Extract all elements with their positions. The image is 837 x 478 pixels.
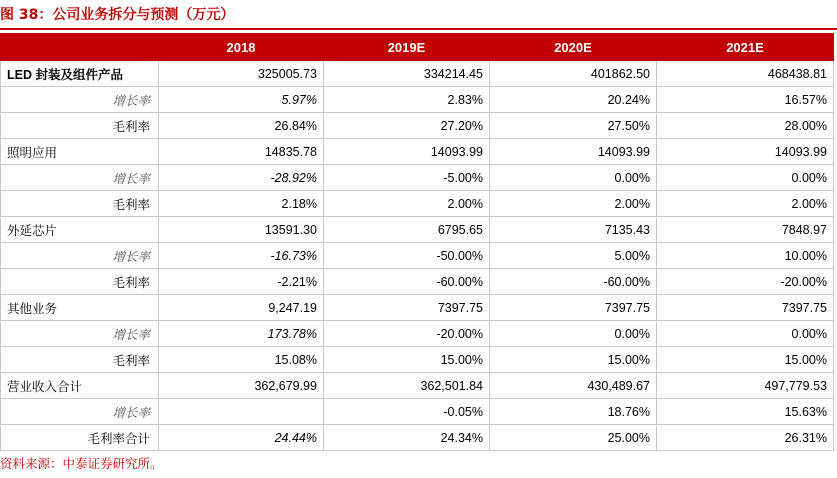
table-cell: 18.76% [490,399,657,425]
table-row-category [1,61,834,87]
header-cell-2019e: 2019E [324,34,490,61]
figure-title: 图 38：公司业务拆分与预测（万元） [0,7,235,23]
table-cell: -60.00% [324,269,490,295]
table-cell: -0.05% [324,399,490,425]
table-cell: 2.18% [159,191,324,217]
table-cell: 2.00% [490,191,657,217]
table-cell: 497,779.53 [657,373,834,399]
table-row-margin [1,425,834,451]
row-label: 增长率 [1,399,159,425]
table-cell: 0.00% [657,165,834,191]
row-label: LED 封装及组件产品 [1,61,159,87]
header-row [1,34,834,61]
table-row-growth [1,87,834,113]
row-label: 毛利率 [1,269,159,295]
table-cell: 0.00% [490,321,657,347]
table-cell: -5.00% [324,165,490,191]
table-cell: -20.00% [324,321,490,347]
table-cell: 334214.45 [324,61,490,87]
table-cell: 430,489.67 [490,373,657,399]
title-rule [0,28,837,30]
table-cell: 468438.81 [657,61,834,87]
table-cell: 24.34% [324,425,490,451]
table-cell: 14093.99 [324,139,490,165]
source-note: 资料来源：中泰证券研究所。 [0,456,163,471]
table-cell: 14093.99 [490,139,657,165]
table-cell: 7397.75 [324,295,490,321]
table-cell: -16.73% [159,243,324,269]
table-cell: 5.97% [159,87,324,113]
table-cell: 7135.43 [490,217,657,243]
table-row-margin [1,113,834,139]
table-cell: 6795.65 [324,217,490,243]
table-cell: 20.24% [490,87,657,113]
table-cell: 2.00% [657,191,834,217]
table-row-category [1,139,834,165]
table-cell: 7397.75 [490,295,657,321]
table-cell: -28.92% [159,165,324,191]
table-cell: 2.00% [324,191,490,217]
row-label: 其他业务 [1,295,159,321]
table-cell: 24.44% [159,425,324,451]
table-row-growth [1,399,834,425]
table-cell: 2.83% [324,87,490,113]
row-label: 增长率 [1,321,159,347]
table-cell: 14093.99 [657,139,834,165]
table-cell: 362,679.99 [159,373,324,399]
table-cell: 325005.73 [159,61,324,87]
table-cell: 7848.97 [657,217,834,243]
table-cell: 13591.30 [159,217,324,243]
row-label: 外延芯片 [1,217,159,243]
table-cell: 15.00% [490,347,657,373]
table-cell: 7397.75 [657,295,834,321]
table-cell: 27.50% [490,113,657,139]
table-cell: 15.00% [657,347,834,373]
table-cell: 14835.78 [159,139,324,165]
table-cell: -50.00% [324,243,490,269]
header-cell-2021e: 2021E [657,34,834,61]
table-cell: -20.00% [657,269,834,295]
table-cell: 9,247.19 [159,295,324,321]
row-label: 增长率 [1,165,159,191]
row-label: 毛利率 [1,191,159,217]
table-cell: 16.57% [657,87,834,113]
table-cell: 26.84% [159,113,324,139]
row-label: 增长率 [1,243,159,269]
table-row-category [1,217,834,243]
table-cell: 27.20% [324,113,490,139]
table-cell: 5.00% [490,243,657,269]
row-label: 增长率 [1,87,159,113]
row-label: 毛利率 [1,113,159,139]
table-cell: 15.63% [657,399,834,425]
table-row-growth [1,165,834,191]
row-label: 毛利率合计 [1,425,159,451]
table-row-margin [1,347,834,373]
table-row-category [1,295,834,321]
table-cell: 15.08% [159,347,324,373]
table-cell: 25.00% [490,425,657,451]
table-cell: 28.00% [657,113,834,139]
header-cell-2020e: 2020E [490,34,657,61]
table-cell: 0.00% [657,321,834,347]
table-cell: -2.21% [159,269,324,295]
table-row-margin [1,269,834,295]
row-label: 毛利率 [1,347,159,373]
table-cell: 0.00% [490,165,657,191]
table-cell: 15.00% [324,347,490,373]
header-cell-label [1,34,159,61]
table-cell: -60.00% [490,269,657,295]
forecast-table [0,33,834,451]
table-cell: 362,501.84 [324,373,490,399]
table-row-growth [1,243,834,269]
table-cell: 10.00% [657,243,834,269]
table-row-category [1,373,834,399]
row-label: 营业收入合计 [1,373,159,399]
table-row-growth [1,321,834,347]
row-label: 照明应用 [1,139,159,165]
table-cell: 173.78% [159,321,324,347]
table-cell: 26.31% [657,425,834,451]
table-cell: 401862.50 [490,61,657,87]
table-row-margin [1,191,834,217]
table-cell [159,399,324,425]
header-cell-2018: 2018 [159,34,324,61]
